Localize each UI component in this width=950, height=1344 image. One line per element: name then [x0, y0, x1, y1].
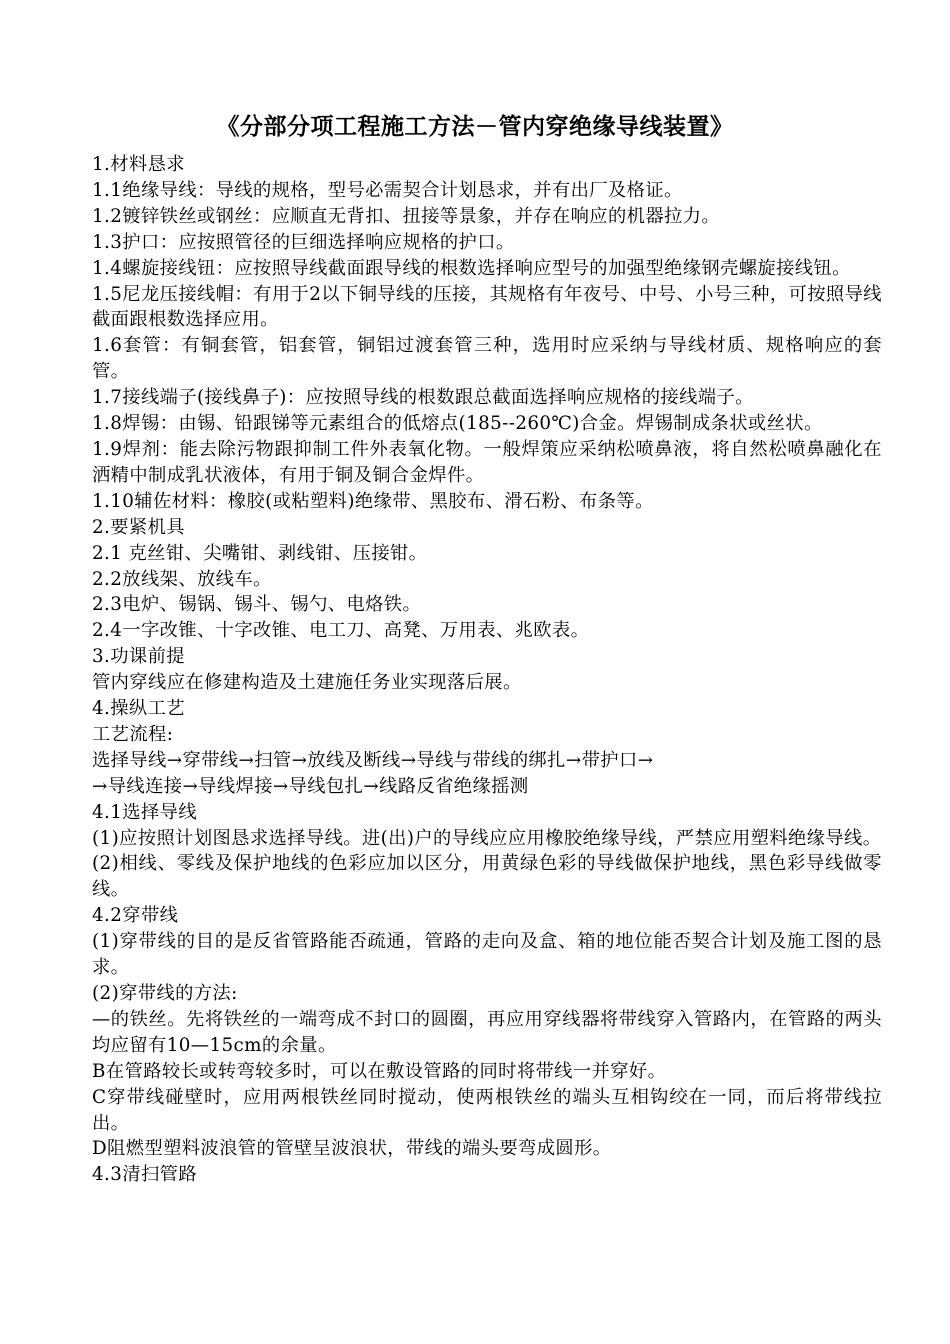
section-heading: 4.操纵工艺 — [92, 698, 185, 720]
paragraph: 1.4螺旋接线钮：应按照导线截面跟导线的根数选择响应型号的加强型绝缘钢壳螺旋接线钮。 — [92, 257, 851, 279]
paragraph: 1.1绝缘导线：导线的规格，型号必需契合计划恳求，并有出厂及格证。 — [92, 179, 683, 201]
section-heading: 3.功课前提 — [92, 646, 185, 668]
section-heading: 4.1选择导线 — [92, 801, 197, 823]
paragraph: —的铁丝。先将铁丝的一端弯成不封口的圆圈，再应用穿线器将带线穿入管路内，在管路的两头均应留有10—15cm的余量。 — [92, 1008, 882, 1056]
section-heading: 1.材料恳求 — [92, 154, 185, 175]
paragraph: 1.3护口：应按照管径的巨细选择响应规格的护口。 — [92, 231, 515, 253]
paragraph: 2.1 克丝钳、尖嘴钳、剥线钳、压接钳。 — [92, 542, 428, 564]
document-title: 《分部分项工程施工方法－管内穿绝缘导线装置》 — [216, 113, 734, 140]
paragraph: B在管路较长或转弯较多时，可以在敷设管路的同时将带线一并穿好。 — [92, 1060, 667, 1082]
paragraph: (1)应按照计划图恳求选择导线。进(出)户的导线应应用橡胶绝缘导线，严禁应用塑料绝缘导线。 — [92, 827, 882, 849]
paragraph: D阻燃型塑料波浪管的管壁呈波浪状，带线的端头要弯成圆形。 — [92, 1138, 612, 1160]
paragraph: C穿带线碰壁时，应用两根铁丝同时搅动，使两根铁丝的端头互相钩绞在一同，而后将带线拉出。 — [92, 1086, 882, 1134]
paragraph: 1.10辅佐材料：橡胶(或粘塑料)绝缘带、黑胶布、滑石粉、布条等。 — [92, 490, 654, 512]
section-heading: 4.3清扫管路 — [92, 1164, 197, 1186]
paragraph: 2.4一字改锥、十字改锥、电工刀、高凳、万用表、兆欧表。 — [92, 620, 590, 642]
paragraph: (2)穿带线的方法: — [92, 983, 238, 1004]
paragraph: 1.7接线端子(接线鼻子)：应按照导线的根数跟总截面选择响应规格的接线端子。 — [92, 387, 754, 409]
paragraph: 2.3电炉、锡锅、锡斗、锡勺、电烙铁。 — [92, 594, 422, 616]
paragraph: 2.2放线架、放线车。 — [92, 568, 272, 590]
paragraph: 1.8焊锡：由锡、铅跟锑等元素组合的低熔点(185--260℃)合金。焊锡制成条状或丝状。 — [92, 413, 823, 435]
process-flow-line: →导线连接→导线焊接→导线包扎→线路反省绝缘摇测 — [92, 775, 529, 797]
document-body — [92, 152, 882, 1188]
paragraph: 1.6套管：有铜套管，铝套管，铜铝过渡套管三种，选用时应采纳与导线材质、规格响应的套管。 — [92, 335, 882, 383]
paragraph: (2)相线、零线及保护地线的色彩应加以区分，用黄绿色彩的导线做保护地线，黑色彩导线做零线。 — [92, 853, 882, 901]
paragraph: 1.2镀锌铁丝或钢丝：应顺直无背扣、扭接等景象，并存在响应的机器拉力。 — [92, 205, 721, 227]
section-heading: 4.2穿带线 — [92, 905, 179, 927]
paragraph: 管内穿线应在修建构造及土建施任务业实现落后展。 — [92, 672, 522, 694]
paragraph: 1.9焊剂：能去除污物跟抑制工件外表氧化物。一般焊策应采纳松喷鼻液，将自然松喷鼻融化在洒精中制成乳状液体，有用于铜及铜合金焊件。 — [92, 438, 882, 486]
paragraph: (1)穿带线的目的是反省管路能否疏通，管路的走向及盒、箱的地位能否契合计划及施工图的恳求。 — [92, 931, 882, 979]
paragraph: 1.5尼龙压接线帽：有用于2以下铜导线的压接，其规格有年夜号、中号、小号三种，可按照导线截面跟根数选择应用。 — [92, 283, 882, 331]
section-heading: 2.要紧机具 — [92, 516, 185, 538]
process-flow-line: 选择导线→穿带线→扫管→放线及断线→导线与带线的绑扎→带护口→ — [92, 749, 654, 771]
paragraph: 工艺流程: — [92, 723, 174, 745]
